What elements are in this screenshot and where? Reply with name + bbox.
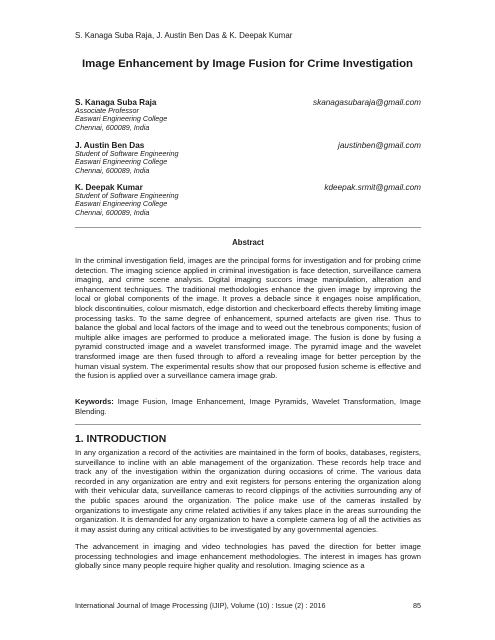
divider-top — [75, 227, 421, 228]
author-affiliation: Easwari Engineering College — [75, 114, 168, 124]
keywords-text: Image Fusion, Image Enhancement, Image Pyramids, Wavelet Transformation, Image Blending. — [75, 397, 421, 416]
author-block-1 — [75, 98, 421, 132]
paper-title: Image Enhancement by Image Fusion for Crime Investigation — [81, 58, 414, 70]
divider-bottom — [75, 424, 421, 425]
page-number: 85 — [413, 601, 421, 610]
author-name: K. Deepak Kumar — [75, 183, 143, 192]
author-position: Associate Professor — [75, 106, 139, 115]
author-email[interactable]: kdeepak.srmit@gmail.com — [324, 183, 421, 192]
author-block-3 — [75, 183, 421, 217]
author-affiliation: Easwari Engineering College — [75, 199, 168, 209]
abstract-text: In the criminal investigation field, images are the principal forms for investigation and for probing crime detection. The imaging science applied in criminal investigation is face detection, surveillance camera imaging, and crime scene analysis. Digital imaging succors image manipulation, alteration and enhancement techniques. The traditional methodologies enhance the given image by improving the local or global components of the image. It proves a debacle since it engages noise amplification, block discontinuities, colour mismatch, edge distortion and checkerboard effects thereby limiting image processing tasks. To the same degree of enhancement, spurned artefacts are given rise. Thus to balance the global and local factors of the image and to weed out the tenebrous components; fusion of multiple alike images are performed to produce a meliorated image. The fusion is done by fusing a pyramid constructed image and a wavelet transformed image. The pyramid image and the wavelet transformed image are then fused through to afford a revealing image for better perception by the human visual system. The experimental results show that our proposed fusion scheme is effective and the fusion is applied over a surveillance camera image grab. — [75, 256, 421, 381]
running-head: S. Kanaga Suba Raja, J. Austin Ben Das & K. Deepak Kumar — [75, 31, 293, 40]
author-location: Chennai, 600089, India — [75, 207, 150, 217]
journal-citation: International Journal of Image Processing (IJIP), Volume (10) : Issue (2) : 2016 — [75, 601, 326, 610]
author-email[interactable]: jaustinben@gmail.com — [338, 141, 421, 150]
abstract-heading: Abstract — [232, 238, 264, 247]
author-location: Chennai, 600089, India — [75, 165, 150, 175]
introduction-paragraph-1: In any organization a record of the activities are maintained in the form of books, databases, registers, surveillance to incline with an able management of the organization. These records help trace and track any of the investigation within the organization during occasions of crime. The various data recorded in any organization are entry and exit registers for persons entering the organization along with their vehicular data, surveillance cameras to record clippings of the activities surrounding any of the public spaces around the organization. The police make use of the cameras installed by organizations to investigate any crime related activities if any takes place in the areas surrounding the organization. It is demanded for any organization to have a complete camera log of all the activities as it may assist during any critical activities to be investigated by any governmental agencies. — [75, 448, 421, 534]
author-location: Chennai, 600089, India — [75, 122, 150, 132]
author-position: Student of Software Engineering — [75, 191, 179, 200]
author-name: S. Kanaga Suba Raja — [75, 98, 157, 107]
author-position: Student of Software Engineering — [75, 149, 179, 158]
author-name: J. Austin Ben Das — [75, 141, 145, 150]
introduction-paragraph-2: The advancement in imaging and video technologies has paved the direction for better image processing technologies and image enhancement methodologies. The interest in images has grown globally since many people require higher quality and resolution. Imaging science as a — [75, 542, 421, 571]
section-heading-introduction: 1. INTRODUCTION — [75, 434, 167, 445]
author-email[interactable]: skanagasubaraja@gmail.com — [313, 98, 421, 107]
author-block-2 — [75, 141, 421, 175]
page-footer — [75, 601, 421, 610]
keywords-label: Keywords: — [75, 397, 114, 406]
keywords — [75, 397, 421, 416]
author-affiliation: Easwari Engineering College — [75, 157, 168, 167]
